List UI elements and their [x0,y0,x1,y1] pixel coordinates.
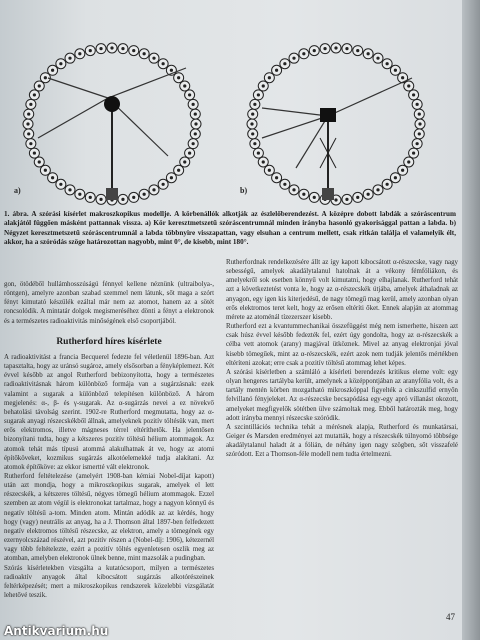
paragraph: A szcintillációs technika tehát a mérésnek alapja, Rutherford és munkatársai, Geiger és Marsden eredményei azt mutatták, hogy a részecskék túlnyomó többsége akadálytalanul haladt át a fólián, de néhány igen nagy szögben, sőt visszafelé szóródott. Ezt a Thomson-féle modell nem tudta értelmezni. [226,423,458,459]
observer-face-dot [376,188,379,191]
observer-face-dot [38,160,41,163]
observer-face-dot [253,142,256,145]
observer-face-dot [394,69,397,72]
observer-face-dot [407,84,410,87]
observer-face-dot [110,46,113,49]
observer-face-dot [177,76,180,79]
trajectory-line [296,116,328,168]
observer-face-dot [302,52,305,55]
figure-label-a: a) [14,186,21,195]
observer-face-dot [257,93,260,96]
observer-face-dot [268,169,271,172]
round-target [104,96,120,112]
trajectory-line [48,78,108,98]
trajectory-line [328,78,412,116]
observer-face-dot [121,47,124,50]
observer-face-dot [394,176,397,179]
observer-face-dot [275,176,278,179]
observer-face-dot [416,142,419,145]
observer-face-dot [143,193,146,196]
launcher-base [322,188,334,200]
observer-face-dot [177,169,180,172]
figure-label-b: b) [240,186,248,195]
observer-face-dot [313,49,316,52]
trajectory-line [262,108,328,116]
observer-face-dot [401,169,404,172]
observer-face-dot [416,103,419,106]
observer-face-dot [292,188,295,191]
observer-face-dot [194,132,197,135]
observer-face-dot [99,198,102,201]
observer-face-dot [386,183,389,186]
observer-face-dot [251,132,254,135]
observer-face-dot [44,169,47,172]
section-heading: Rutherford híres kísérlete [56,336,162,347]
observer-face-dot [412,151,415,154]
observer-face-dot [162,62,165,65]
square-target [320,108,336,122]
observer-face-dot [418,112,421,115]
observer-face-dot [183,84,186,87]
diagram-b [232,38,462,218]
observer-face-dot [183,160,186,163]
paragraph: A szórási kísérletben a számláló a kísérleti berendezés kritikus eleme volt: egy olyan hengeres tartályba került, amelynek a középpontjában az aranyfólia volt, és a tartály mentén körben mozgatható mikroszkóppal figyelték a cinkszulfid ernyőn felvillanó fényjeleket. Az α-részecske becsapódása egy-egy apró villanást okozott, amelyeket megfigyelők sötétben ülve számoltak meg. Ebből határozták meg, hogy adott irányba mennyi részecske szóródik. [226,368,458,422]
observer-face-dot [268,76,271,79]
observer-face-dot [152,188,155,191]
observer-face-dot [412,93,415,96]
observer-face-dot [253,103,256,106]
paragraph: gon, ötödéből hullámhosszúságú fénnyel kellene néznünk (ultraibolya-, röntgen), amelyre azonban szabad szemmel nem látunk, sőt maga a szórt fényt kimutató készülék ezáltal már nem az atomot, hanem az a sötét roncsolódik. A mintatár dolgok megismeréséhez dönti a fényt a elektronok és a természetes radioaktivitás minőségének első csoportjából. [4,281,214,325]
trajectory-line [38,98,108,138]
observer-face-dot [356,49,359,52]
observer-face-dot [345,198,348,201]
observer-face-dot [68,188,71,191]
observer-face-dot [418,132,421,135]
paragraph: A radioaktivitást a francia Becquerel fedezte fel véletlenül 1896-ban. Azt tapasztalta, hogy az uránsó sugároz, amely elsősorban a fényképlemezt. Két évvel később az angol Rutherford bebizonyította, hogy a természetes radioaktivitásnak három különböző formája van a sugárzásnak: ezek valamint a sugarak a különböző telepítésen különböző. A három megjelenés: α-, β- és γ-sugarak. Az α-sugárzás nevei a ez növekvő behatolási távolság szerint. 1902-re Rutherford megmutatta, hogy az α-sugarak anyagi részecskékből állnak, amelyeknek pozitív töltésük van, mert erős elektromos, illetve mágneses térrel eltéríthetők. Ha jelentősen bizonyítani tudta, hogy a kétszeres pozitív töltésű hélium atommagok. Az atomok tehát más típusú atommá alakulhatnak át ve, hogy az atomi építőköveket, kozmikus sugárzás alkotóelemekké tudja alakítani. Az atomok építőköve: az ekkor ismertté vált elektronok. [4,353,214,471]
observer-face-dot [356,196,359,199]
observer-face-dot [170,176,173,179]
observer-face-dot [59,62,62,65]
observer-face-dot [262,84,265,87]
observer-face-dot [152,57,155,60]
paragraph: Rutherford feltételezése (amelyért 1908-ban kémiai Nobel-díjat kapott) után azt mondja, hogy a mikroszkopikus sugarak, amelyek el lett részecskék, a kétszeres töltésű, négyes tömegű hélium atommagok. Ezzel szemben az atom végül is elektronokat tartalmaz, hogy a nagyon könnyű és negatív töltésű a-tom. Minden atom. Mintán adódik az az kérdés, hogy hogy (vagy) neutrális az anyag, ha a J. Thomson által 1897-ben felfedezett negatív elektromos töltésű részecske, az elektron, amely a tömegének egy ezernyolcszázad részével, azt pozitív részen a (Nobel-díj: 1906), kétezernél vagy több feltételezte, ezért a pozitív töltés egyenletesen oszlik meg az atomban, amelyben elektronok ülnek benne, mint mazsolák a pudingban. [4,472,214,563]
observer-face-dot [27,132,30,135]
observer-face-dot [33,93,36,96]
trajectory-line [108,68,186,98]
trajectory-line [262,116,328,138]
observer-face-dot [257,151,260,154]
observer-face-dot [192,103,195,106]
observer-face-dot [334,46,337,49]
observer-face-dot [367,193,370,196]
observer-face-dot [334,198,337,201]
observer-face-dot [132,49,135,52]
paragraph: Rutherfordnak rendelkezésére állt az így kapott kibocsátott α-részecske, vagy nagy sebességű, amelyek akadálytalanul hatolnak át a vékony fémfóliákon, és amelyekről sok esetben könnyű volt kimutatni, hogy elhajlanak. Rutherford tehát azt a következtetést vonta le, hogy az α-részecskék útjába, amelyek áthaladnak az anyagon, egy igen kis kiterjedésű, de nagy tömegű mag kerül, amely azonban olyan erős elektromos teret kelt, hogy az erősen eltéríti őket. Ennek alapján az atommag mérete az atoménál tízezerszer kisebb. [226,259,458,321]
observer-face-dot [51,176,54,179]
observer-face-dot [27,112,30,115]
observer-face-dot [89,49,92,52]
observer-face-dot [44,76,47,79]
observer-face-dot [29,103,32,106]
observer-face-dot [29,142,32,145]
observer-face-dot [188,151,191,154]
observer-face-dot [26,122,29,125]
observer-face-dot [418,122,421,125]
observer-face-dot [283,183,286,186]
observer-face-dot [386,62,389,65]
observer-face-dot [192,142,195,145]
observer-face-dot [38,84,41,87]
observer-face-dot [188,93,191,96]
observer-face-dot [68,57,71,60]
observer-face-dot [89,196,92,199]
observer-face-dot [283,62,286,65]
paragraph: Szórás kísérletekben vizsgálta a kutatócsoport, milyen a természetes radioaktív anyagok által kibocsátott sugárzás alkotórészeinek feltérképezését; mert a mikroszkopikus rendszerek közelebbi vizsgálatát lehetővé teszik. [4,564,214,599]
observer-face-dot [78,193,81,196]
observer-face-dot [121,198,124,201]
observer-face-dot [78,52,81,55]
observer-face-dot [262,160,265,163]
observer-face-dot [194,112,197,115]
observer-face-dot [170,69,173,72]
figure-caption: 1. ábra. A szórási kísérlet makroszkopikus modellje. A körbenállók alkotják az észlelőberendezést. A középre dobott labdák a szóráscentrum alakjától függően másként pattannak vissza. a) Kör keresztmetszetű szóráscentrumnál minden irányba hasonló gyakorisággal pattan a labda. b) Négyzet keresztmetszetű szóráscentrumnál a labda többnyire visszapattan, vagy elsuhan a centrum mellett, csak ritkán találja el valamelyik élt, akkor, ha a szóródás szöge határozottan nagyobb, mint 0°, de kisebb, mint 180°. [4,210,456,247]
observer-face-dot [407,160,410,163]
observer-face-dot [51,69,54,72]
observer-face-dot [376,57,379,60]
observer-face-dot [59,183,62,186]
observer-face-dot [132,196,135,199]
figure-scattering-model [0,38,470,218]
right-column [226,258,458,459]
observer-face-dot [302,193,305,196]
observer-face-dot [313,196,316,199]
launcher-base [106,188,118,200]
watermark-logo: Antikvarium.hu [4,624,109,638]
observer-face-dot [292,57,295,60]
observer-face-dot [367,52,370,55]
observer-face-dot [251,112,254,115]
observer-face-dot [345,47,348,50]
observer-face-dot [401,76,404,79]
observer-face-dot [323,47,326,50]
paragraph: Rutherford ezt a kvantummechanikai összefüggést még nem ismerhette, hiszen azt csak húsz évvel később fedezték fel, ezért úgy gondolta, hogy az α-részecskék a célba vett atomok (arany) magjával ütköznek. Mivel az anyag elektronjai jóval kisebb tömegűek, mint az α-részecskék, ezért azok nem tudják jelentős mértékben eltéríteni azokat; erre csak a pozitív töltésű atommag lehet képes. [226,323,458,367]
page-number: 47 [446,612,455,622]
observer-face-dot [275,69,278,72]
observer-face-dot [250,122,253,125]
observer-face-dot [194,122,197,125]
observer-face-dot [162,183,165,186]
diagram-a [8,38,238,218]
observer-face-dot [99,47,102,50]
observer-face-dot [143,52,146,55]
left-column [4,280,214,600]
observer-face-dot [33,151,36,154]
